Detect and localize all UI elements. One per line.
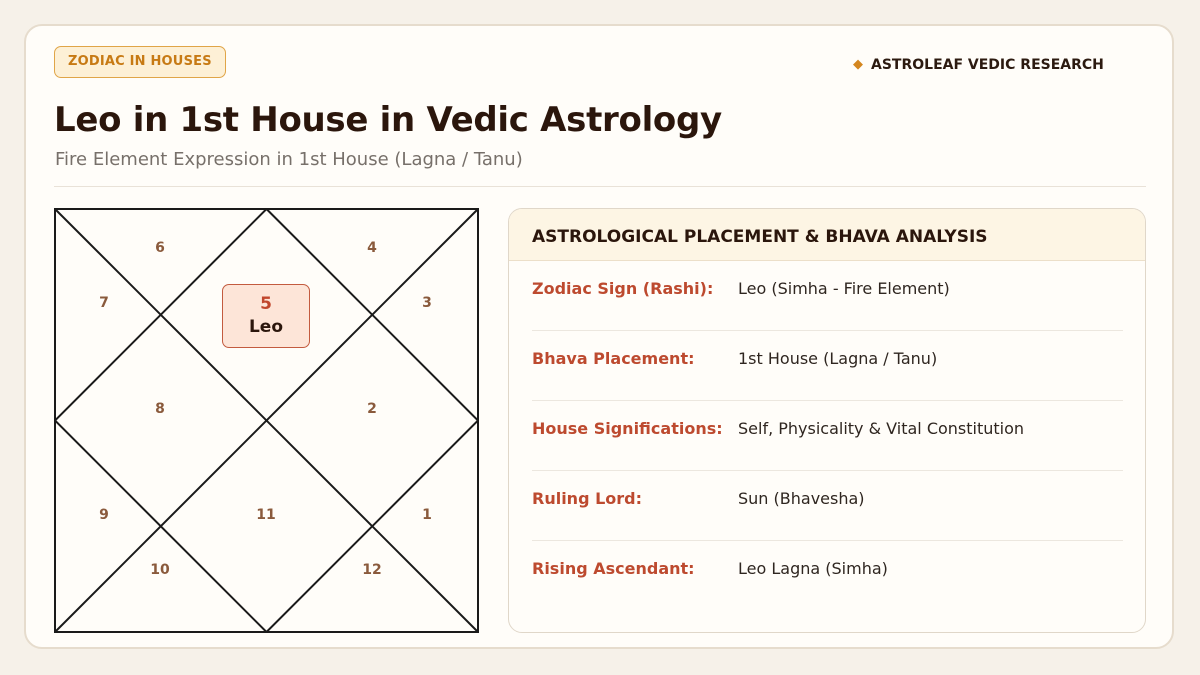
birth-chart [54, 208, 479, 633]
house-8: 8 [155, 401, 165, 417]
house-1: 1 [422, 507, 432, 523]
row-label: Rising Ascendant: [532, 559, 695, 578]
house-2: 2 [367, 401, 377, 417]
page-subtitle: Fire Element Expression in 1st House (Lagna / Tanu) [55, 149, 523, 170]
header-divider [54, 186, 1146, 187]
house-7: 7 [99, 295, 109, 311]
chart-lines [54, 208, 479, 633]
brand [853, 57, 1104, 73]
row-label: Ruling Lord: [532, 489, 643, 508]
row-zodiac-sign [532, 261, 1123, 331]
row-value: Sun (Bhavesha) [738, 489, 865, 508]
panel-heading: ASTROLOGICAL PLACEMENT & BHAVA ANALYSIS [509, 209, 1145, 261]
brand-name: ASTROLEAF VEDIC RESEARCH [871, 57, 1104, 73]
highlighted-house-5 [222, 284, 310, 348]
house-4: 4 [367, 240, 377, 256]
house-3: 3 [422, 295, 432, 311]
house-12: 12 [362, 562, 382, 578]
row-label: Zodiac Sign (Rashi): [532, 279, 714, 298]
diamond-icon: ◆ [853, 57, 863, 72]
category-badge: ZODIAC IN HOUSES [54, 46, 226, 78]
row-ruling-lord [532, 471, 1123, 541]
house-9: 9 [99, 507, 109, 523]
row-label: Bhava Placement: [532, 349, 695, 368]
row-value: 1st House (Lagna / Tanu) [738, 349, 938, 368]
sign-leo: Leo [248, 317, 284, 337]
house-5: 5 [260, 294, 272, 314]
page-title: Leo in 1st House in Vedic Astrology [54, 100, 722, 140]
house-11: 11 [256, 507, 276, 523]
house-10: 10 [150, 562, 170, 578]
row-value: Leo Lagna (Simha) [738, 559, 888, 578]
row-house-significations [532, 401, 1123, 471]
row-value: Leo (Simha - Fire Element) [738, 279, 950, 298]
row-bhava-placement [532, 331, 1123, 401]
analysis-panel [508, 208, 1146, 633]
row-value: Self, Physicality & Vital Constitution [738, 419, 1025, 438]
house-6: 6 [155, 240, 165, 256]
row-label: House Significations: [532, 419, 723, 438]
row-rising-ascendant [532, 541, 1123, 611]
